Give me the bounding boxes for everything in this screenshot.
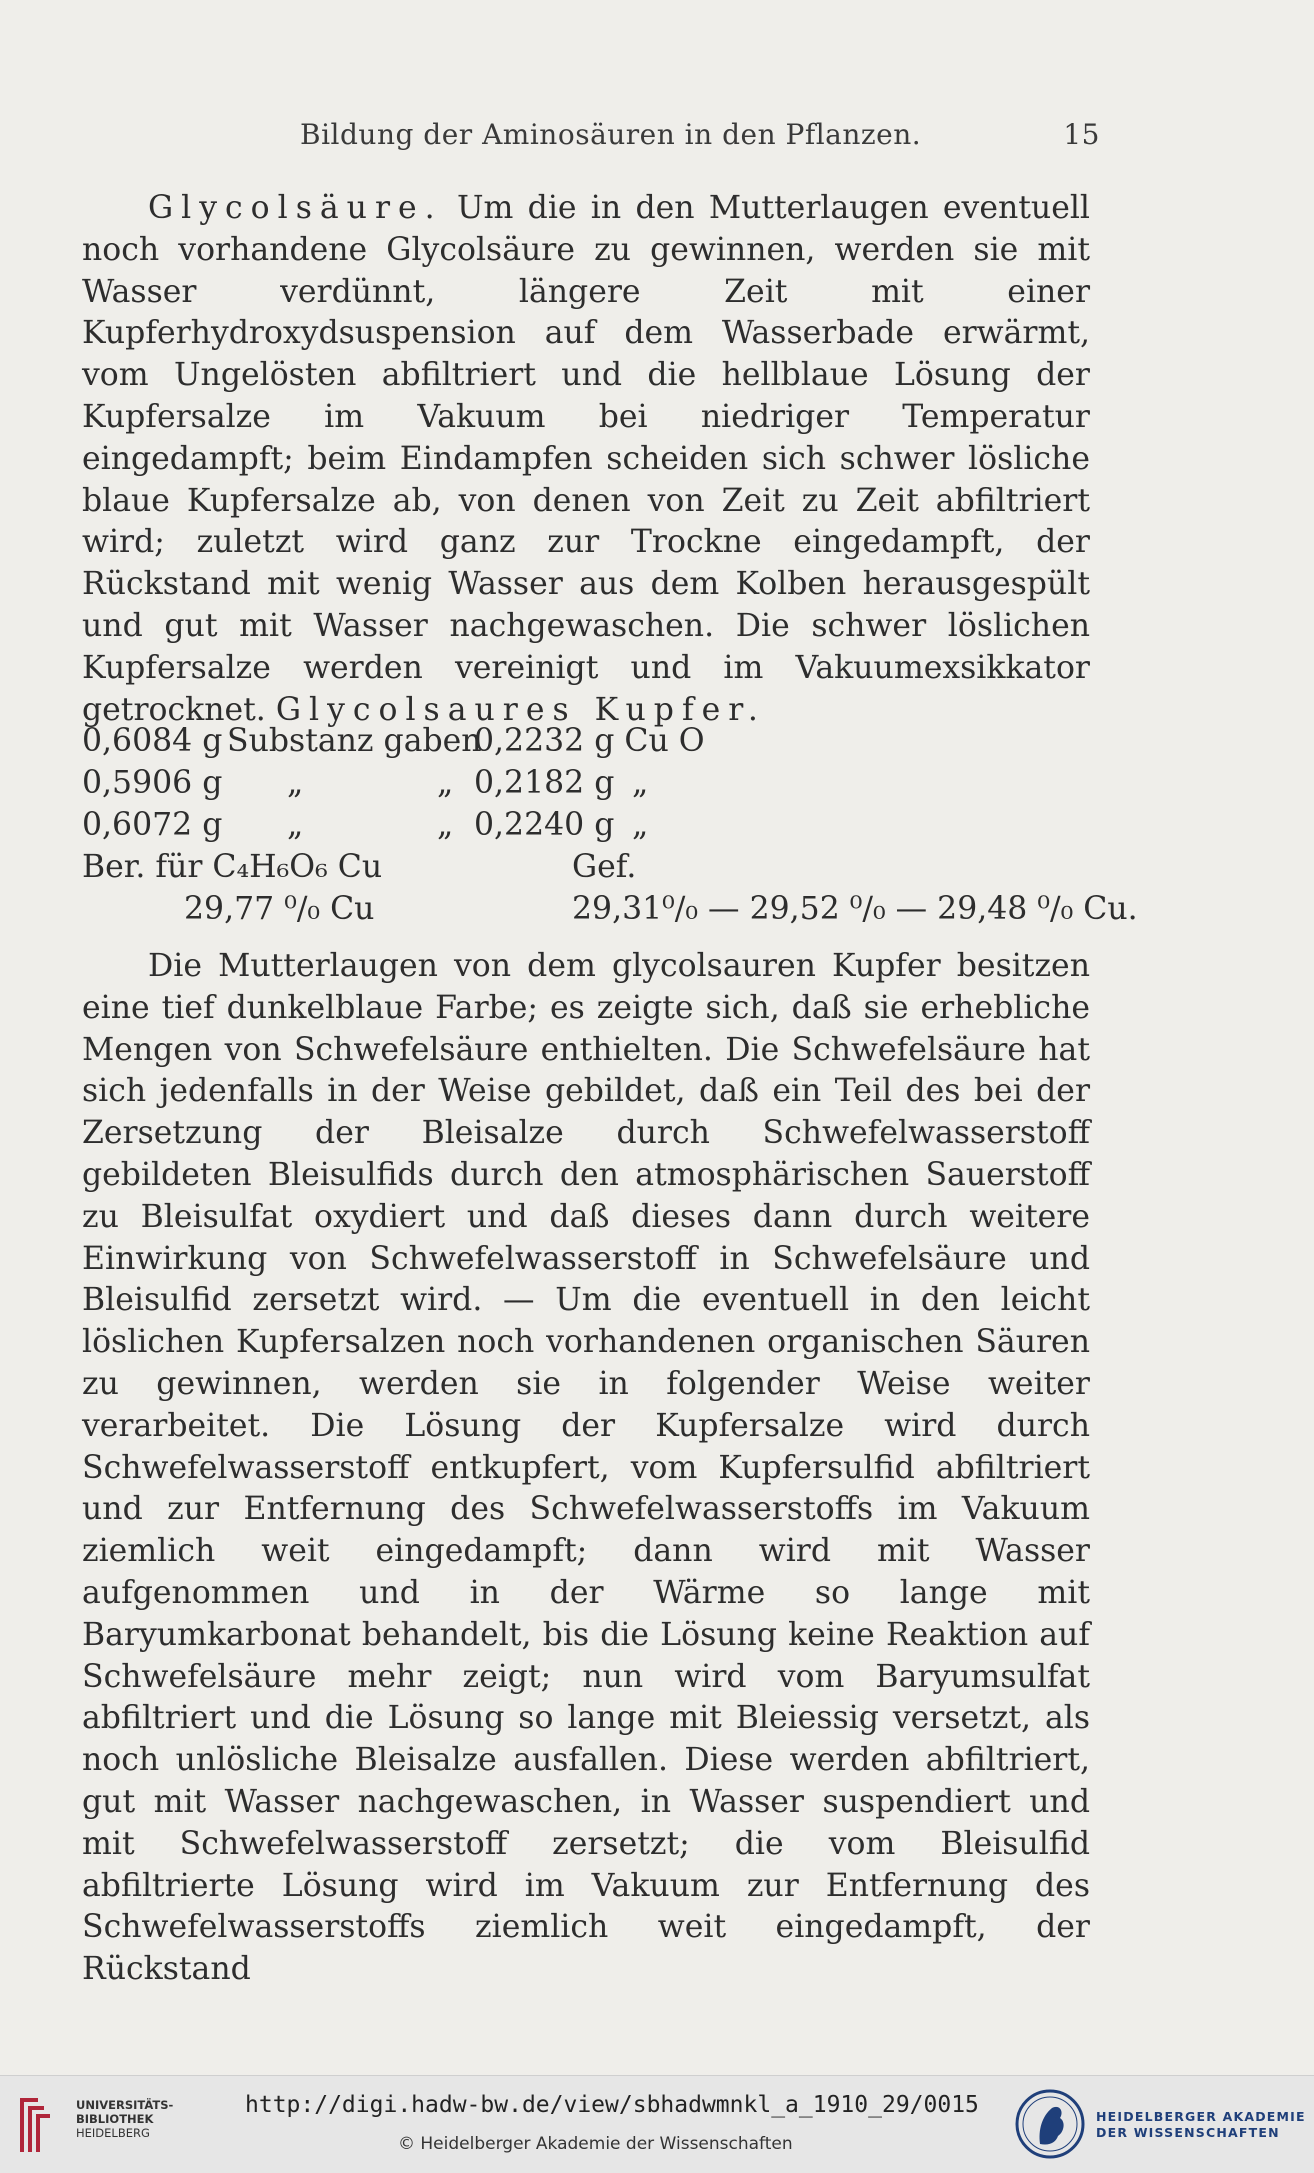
academy-seal-icon [1014, 2086, 1086, 2162]
analysis-row [82, 762, 1092, 804]
analysis-row [82, 720, 1092, 762]
paragraph-body: Um die in den Mutterlaugen eventuell noch vorhandene Glycolsäure zu gewinnen, werden sie mit Wasser verdünnt, längere Zeit mit einer Kupferhydroxydsuspension auf dem Wasserbade erwärmt, vom Ungelösten abfiltriert und die hellblaue Lösung der Kupfersalze im Vakuum bei niedriger Temperatur eingedampft; beim Eindampfen scheiden sich schwer lösliche blaue Kupfersalze ab, von denen von Zeit zu Zeit abfiltriert wird; zuletzt wird ganz zur Trockne eingedampft, der Rückstand mit wenig Wasser aus dem Kolben herausgespült und gut mit Wasser nachgewaschen. Die schwer löslichen Kupfersalze werden vereinigt und im Vakuumexsikkator getrocknet. [82, 190, 1090, 728]
sample-weight: 0,6084 g [82, 723, 223, 759]
paragraph-mutterlaugen [82, 946, 1090, 1991]
paragraph-glycolsaeure [82, 188, 1090, 731]
row-label: Substanz gaben [227, 723, 482, 759]
analysis-row [82, 888, 1138, 930]
found-label: Gef. [572, 849, 637, 885]
permalink-url[interactable]: http://digi.hadw-bw.de/view/sbhadwmnkl_a_1910_29/0015 [245, 2092, 979, 2118]
calculated-label: Ber. für C₄H₆O₆ Cu [82, 849, 383, 885]
calculated-value: 29,77 ⁰/₀ Cu [184, 891, 375, 927]
ditto-mark: „ [437, 807, 454, 843]
section-heading: Glycolsäure. [148, 190, 443, 226]
ditto-mark: „ [632, 807, 649, 843]
analysis-row [82, 846, 1092, 888]
ditto-mark: „ [287, 807, 304, 843]
row-result: 0,2232 g Cu O [474, 723, 705, 759]
page-number: 15 [1063, 118, 1100, 151]
emphasis-text: Glycolsaures Kupfer. [275, 691, 766, 728]
university-library-logo-icon [14, 2094, 70, 2156]
ditto-mark: „ [437, 765, 454, 801]
copyright-notice: © Heidelberger Akademie der Wissenschaften [398, 2134, 793, 2154]
academy-name: HEIDELBERGER AKADEMIE DER WISSENSCHAFTEN [1096, 2109, 1306, 2140]
analysis-row [82, 804, 1092, 846]
footer-bar [0, 2075, 1314, 2173]
sample-weight: 0,5906 g [82, 765, 223, 801]
found-values: 29,31⁰/₀ — 29,52 ⁰/₀ — 29,48 ⁰/₀ Cu. [572, 891, 1138, 927]
ditto-mark: „ [287, 765, 304, 801]
header-title: Bildung der Aminosäuren in den Pflanzen. [300, 118, 922, 151]
ditto-mark: „ [632, 765, 649, 801]
university-library-name: UNIVERSITÄTS- BIBLIOTHEK HEIDELBERG [76, 2098, 174, 2140]
row-result: 0,2182 g [474, 765, 615, 801]
running-header [300, 118, 1100, 151]
analysis-table [82, 720, 1138, 930]
sample-weight: 0,6072 g [82, 807, 223, 843]
paragraph-body: Die Mutterlaugen von dem glycolsauren Kupfer besitzen eine tief dunkelblaue Farbe; es zeigte sich, daß sie erhebliche Mengen von Schwefelsäure enthielten. Die Schwefelsäure hat sich jedenfalls in der Weise gebildet, daß ein Teil des bei der Zersetzung der Bleisalze durch Schwefelwasserstoff gebildeten Bleisulfids durch den atmosphärischen Sauerstoff zu Bleisulfat oxydiert und daß dieses dann durch weitere Einwirkung von Schwefelwasserstoff in Schwefelsäure und Bleisulfid zersetzt wird. — Um die eventuell in den leicht löslichen Kupfersalzen noch vorhandenen organischen Säuren zu gewinnen, werden sie in folgender Weise weiter verarbeitet. Die Lösung der Kupfersalze wird durch Schwefelwasserstoff entkupfert, vom Kupfersulfid abfiltriert und zur Entfernung des Schwefelwasserstoffs im Vakuum ziemlich weit eingedampft; dann wird mit Wasser aufgenommen und in der Wärme so lange mit Baryumkarbonat behandelt, bis die Lösung keine Reaktion auf Schwefelsäure mehr zeigt; nun wird vom Baryumsulfat abfiltriert und die Lösung so lange mit Bleiessig versetzt, als noch unlösliche Bleisalze ausfallen. Diese werden abfiltriert, gut mit Wasser nachgewaschen, in Wasser suspendiert und mit Schwefelwasserstoff zersetzt; die vom Bleisulfid abfiltrierte Lösung wird im Vakuum zur Entfernung des Schwefelwasserstoffs ziemlich weit eingedampft, der Rückstand [82, 948, 1090, 1988]
row-result: 0,2240 g [474, 807, 615, 843]
